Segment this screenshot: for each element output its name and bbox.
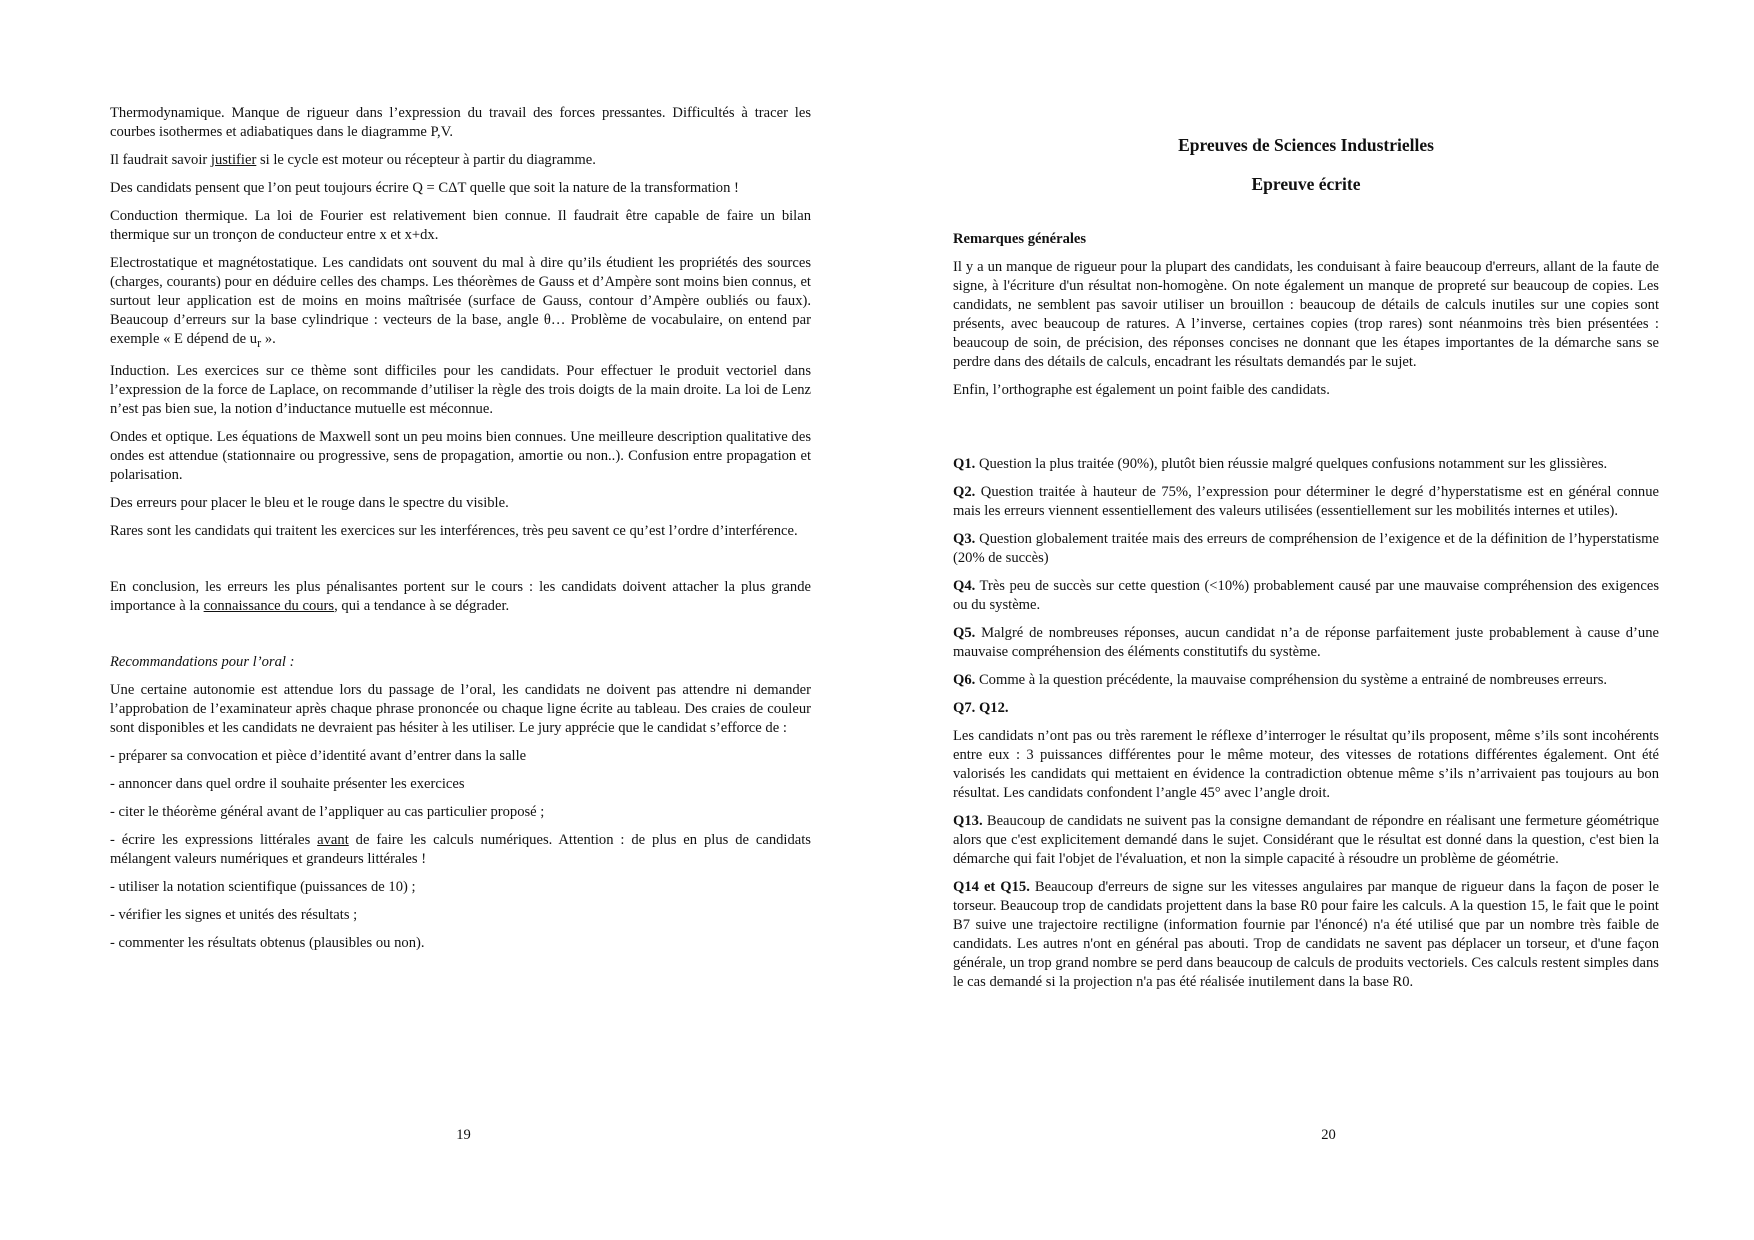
list-item: - vérifier les signes et unités des résultats ; xyxy=(110,906,358,923)
paragraph-orthographe: Enfin, l’orthographe est également un point faible des candidats. xyxy=(953,382,1330,398)
underlined-justifier: justifier xyxy=(210,152,257,168)
question-label: Q13. xyxy=(953,813,983,829)
section-heading-remarques: Remarques générales xyxy=(953,231,1087,247)
question-item xyxy=(953,530,1659,568)
question-text: Question traitée à hauteur de 75%, l’expression pour déterminer le degré d’hyperstatisme est en général connue mais les erreurs viennent essentiellement des valeurs utilisées (essentiellement sur les mobilités internes et utiles). xyxy=(953,484,1659,519)
paragraph-conduction: Conduction thermique. La loi de Fourier est relativement bien connue. Il faudrait être capable de faire un bilan thermique sur un tronçon de conducteur entre x et x+dx. xyxy=(110,208,811,243)
questions-list xyxy=(953,455,1659,992)
question-label: Q14 et Q15. xyxy=(953,879,1030,895)
list-item: - préparer sa convocation et pièce d’identité avant d’entrer dans la salle xyxy=(110,747,527,764)
question-item xyxy=(953,727,1659,803)
paragraph-conclusion: En conclusion, les erreurs les plus pénalisantes portent sur le cours : les candidats doivent attacher la plus grande importance à la connaissance du cours, qui a tendance à se dégrader. xyxy=(110,578,811,614)
list-item: - utiliser la notation scientifique (puissances de 10) ; xyxy=(110,878,416,895)
underlined-connaissance: connaissance du cours xyxy=(203,597,335,614)
question-item xyxy=(953,624,1659,662)
paragraph-induction: Induction. Les exercices sur ce thème sont difficiles pour les candidats. Pour effectuer le produit vectoriel dans l’expression de la force de Laplace, on recommande d’utiliser la règle des trois doigts de la main droite. La loi de Lenz n’est pas bien sue, la notion d’inductance mutuelle est méconnue. xyxy=(110,362,811,417)
question-text: Beaucoup d'erreurs de signe sur les vitesses angulaires par manque de rigueur dans la façon de poser le torseur. Beaucoup trop de candidats projettent dans la base R0 pour faire les calculs. A la question 15, le fait que le point B7 suive une trajectoire rectiligne (information fournie par l'énoncé) n'a été utilisé que par un nombre très faible de candidats. Les autres n'ont en général pas abouti. Trop de candidats ne savent pas déplacer un torseur, et d'une façon générale, un trop grand nombre se perd dans beaucoup de calculs de produits vectoriels. Ces calculs restent simples dans le cas demandé si la projection n'a pas été réalisée inutilement dans la base R0. xyxy=(953,879,1659,990)
question-text: Question globalement traitée mais des erreurs de compréhension de l’exigence et de la définition de l’hyperstatisme (20% de succès) xyxy=(953,531,1659,566)
paragraph-oral-intro: Une certaine autonomie est attendue lors du passage de l’oral, les candidats ne doivent pas attendre ni demander l’approbation de l’examinateur après chaque phrase prononcée ou chaque ligne écrite au tableau. Des craies de couleur sont disponibles et les candidats ne devraient pas hésiter à les utiliser. Le jury apprécie que le candidat s’efforce de : xyxy=(110,681,811,736)
question-item xyxy=(953,671,1659,690)
underlined-avant: avant xyxy=(317,831,349,848)
paragraph-interferences: Rares sont les candidats qui traitent les exercices sur les interférences, très peu savent ce qu’est l’ordre d’interférence. xyxy=(110,522,798,539)
question-text: Très peu de succès sur cette question (<10%) probablement causé par une mauvaise compréhension des exigences ou du système. xyxy=(953,578,1659,613)
question-label: Q6. xyxy=(953,672,976,688)
question-text: Comme à la question précédente, la mauvaise compréhension du système a entrainé de nombreuses erreurs. xyxy=(975,672,1608,688)
question-item xyxy=(953,699,1659,718)
question-label: Q7. Q12. xyxy=(953,700,1009,716)
paragraph-ondes: Ondes et optique. Les équations de Maxwell sont un peu moins bien connues. Une meilleure description qualitative des ondes est attendue (stationnaire ou progressive, sens de propagation, amortie ou non..). Confusion entre propagation et polarisation. xyxy=(110,428,811,483)
question-label: Q4. xyxy=(953,578,976,594)
paragraph-electrostatique: Electrostatique et magnétostatique. Les candidats ont souvent du mal à dire qu’ils étudient les propriétés des sources (charges, courants) pour en déduire celles des champs. Les théorèmes de Gauss et d’Ampère sont moins bien connus, et surtout leur application est de moins en moins maîtrisée (surface de Gauss, contour d’Ampère oubliés ou faux). Beaucoup d’erreurs sur la base cylindrique : vecteurs de la base, angle θ… Problème de vocabulaire, on entend par exemple « E dépend de $u_r$ ». xyxy=(110,255,811,350)
question-text: Beaucoup de candidats ne suivent pas la consigne demandant de répondre en réalisant une fermeture géométrique alors que c'est explicitement demandé dans le sujet. Considérant que le résultat est donné dans la question, c'est bien la démarche qui fait l'objet de l'évaluation, et non la simple capacité à résoudre un problème de géométrie. xyxy=(953,813,1659,867)
page-number: 19 xyxy=(456,1127,471,1143)
paragraph-cycle: Il faudrait savoir justifier si le cycle est moteur ou récepteur à partir du diagramme. xyxy=(110,152,596,168)
question-item xyxy=(953,878,1659,992)
list-item: - citer le théorème général avant de l’appliquer au cas particulier proposé ; xyxy=(110,803,545,820)
question-item xyxy=(953,455,1659,474)
oral-heading: Recommandations pour l’oral : xyxy=(110,653,295,670)
question-label: Q3. xyxy=(953,531,976,547)
question-text: Les candidats n’ont pas ou très rarement le réflexe d’interroger le résultat qu’ils proposent, même s’ils sont incohérents entre eux : 3 puissances différentes pour le même moteur, des vitesses de rotations différentes également. Ont été valorisés les candidats qui mettaient en évidence la contradiction obtenue même s’ils n’arrivaient pas toujours au bon résultat. Les candidats confondent l’angle 45° avec l’angle droit. xyxy=(953,728,1659,801)
page-title: Epreuves de Sciences Industrielles xyxy=(1178,135,1434,155)
list-item: - écrire les expressions littérales avant de faire les calculs numériques. Attention : de plus en plus de candidats mélangent valeurs numériques et grandeurs littérales ! xyxy=(110,831,811,867)
question-item xyxy=(953,483,1659,521)
paragraph-general: Il y a un manque de rigueur pour la plupart des candidats, les conduisant à faire beaucoup d'erreurs, allant de la faute de signe, à l'écriture d'un résultat non-homogène. On note également un manque de propreté sur beaucoup de copies. Les candidats, ne semblent pas savoir utiliser un brouillon : beaucoup de détails de calculs inutiles sur une copies sont présents, avec beaucoup de ratures. A l’inverse, certaines copies (trop rares) sont néanmoins très bien présentées : beaucoup de soin, de précision, des réponses concises ne donnant que les étapes importantes de la démarche sans se perdre dans des détails de calculs, encadrant les résultats demandés par le sujet. xyxy=(953,259,1659,370)
paragraph-q-c-delta-t: Des candidats pensent que l’on peut toujours écrire Q = CΔT quelle que soit la nature de la transformation ! xyxy=(110,180,739,196)
page-number: 20 xyxy=(1321,1127,1336,1143)
question-item xyxy=(953,577,1659,615)
paragraph-spectre: Des erreurs pour placer le bleu et le rouge dans le spectre du visible. xyxy=(110,494,509,511)
right-page xyxy=(877,0,1754,1240)
list-item: - annoncer dans quel ordre il souhaite présenter les exercices xyxy=(110,775,465,792)
list-item: - commenter les résultats obtenus (plausibles ou non). xyxy=(110,934,425,951)
question-label: Q2. xyxy=(953,484,976,500)
question-label: Q1. xyxy=(953,456,976,472)
page-subtitle: Epreuve écrite xyxy=(1251,174,1361,194)
subscript-r: r xyxy=(257,335,262,350)
question-text: Malgré de nombreuses réponses, aucun candidat n’a de réponse parfaitement juste probablement à cause d’une mauvaise compréhension des éléments constitutifs du système. xyxy=(953,625,1659,660)
question-label: Q5. xyxy=(953,625,976,641)
left-page-body xyxy=(110,104,811,962)
question-text: Question la plus traitée (90%), plutôt bien réussie malgré quelques confusions notamment sur les glissières. xyxy=(975,456,1608,472)
right-page-body xyxy=(953,130,1659,1001)
paragraph-thermodynamique: Thermodynamique. Manque de rigueur dans l’expression du travail des forces pressantes. Difficultés à tracer les courbes isothermes et adiabatiques dans le diagramme P,V. xyxy=(110,105,811,140)
question-item xyxy=(953,812,1659,869)
